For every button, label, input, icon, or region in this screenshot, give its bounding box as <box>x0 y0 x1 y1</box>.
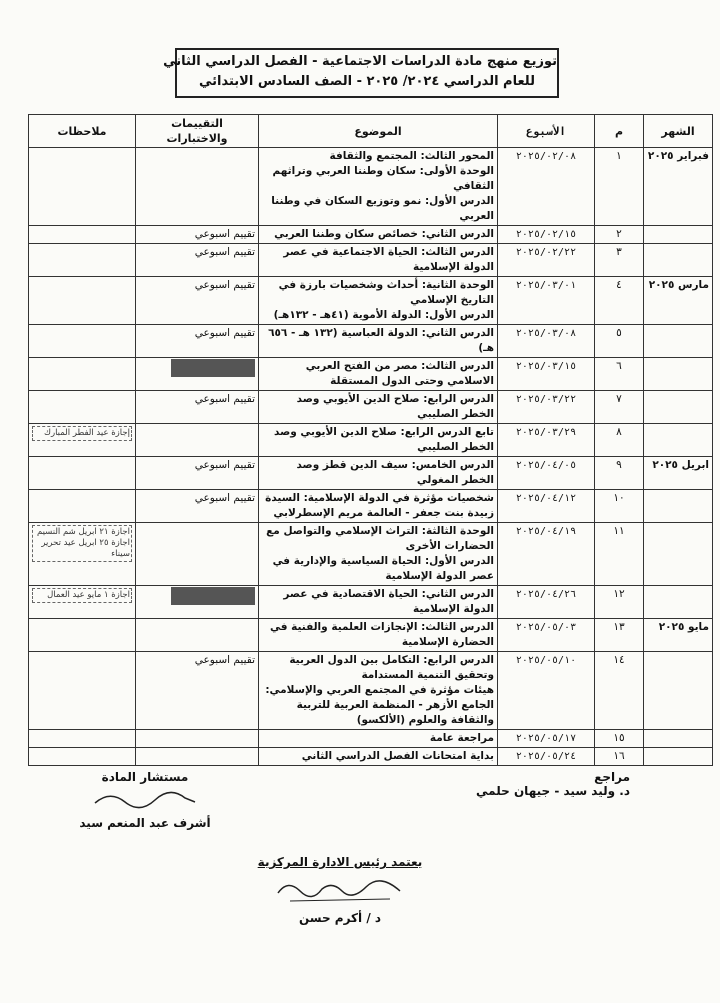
note-stamp: إجازة عيد الفطر المبارك <box>32 426 132 441</box>
row-topic: الدرس الثالث: الحياة الاجتماعية في عصر الدولة الإسلامية <box>259 244 498 277</box>
row-evaluation <box>136 148 259 226</box>
row-evaluation <box>136 730 259 748</box>
table-row <box>29 325 713 358</box>
approval-block <box>230 855 450 925</box>
row-notes <box>29 391 136 424</box>
row-number: ٨ <box>595 424 644 457</box>
advisor-name: أشرف عبد المنعم سيد <box>79 816 211 830</box>
approval-title: يعتمد رئيس الادارة المركزية <box>257 855 423 869</box>
row-topic: بداية امتحانات الفصل الدراسي الثاني <box>259 748 498 766</box>
table-row <box>29 424 713 457</box>
row-notes <box>29 358 136 391</box>
row-evaluation <box>136 586 259 619</box>
advisor-signature-scribble <box>90 788 200 812</box>
table-row <box>29 490 713 523</box>
row-month: مايو ٢٠٢٥ <box>644 619 713 652</box>
row-week: ٢٠٢٥/٠٣/٢٩ <box>498 424 595 457</box>
row-week: ٢٠٢٥/٠٤/١٢ <box>498 490 595 523</box>
row-evaluation: تقييم اسبوعي <box>136 490 259 523</box>
row-week: ٢٠٢٥/٠٥/٢٤ <box>498 748 595 766</box>
row-week: ٢٠٢٥/٠٢/١٥ <box>498 226 595 244</box>
row-notes <box>29 619 136 652</box>
row-month <box>644 523 713 586</box>
row-month <box>644 748 713 766</box>
row-month <box>644 325 713 358</box>
row-topic: الدرس الثاني: خصائص سكان وطننا العربي <box>259 226 498 244</box>
row-week: ٢٠٢٥/٠٣/٢٢ <box>498 391 595 424</box>
row-number: ٥ <box>595 325 644 358</box>
row-topic: المحور الثالث: المجتمع والثقافة الوحدة الأولى: سكان وطننا العربي وتراثهم الثقافي الدرس الأول: نمو وتوزيع السكان في وطننا العربي <box>259 148 498 226</box>
row-topic: الوحدة الثالثة: التراث الإسلامي والتواصل مع الحضارات الأخرى الدرس الأول: الحياة السياسية والإدارية في عصر الدولة الإسلامية <box>259 523 498 586</box>
row-evaluation <box>136 523 259 586</box>
row-week: ٢٠٢٥/٠٤/١٩ <box>498 523 595 586</box>
table-row <box>29 244 713 277</box>
row-notes <box>29 490 136 523</box>
reviewers-block <box>420 770 630 798</box>
col-evaluations: التقييمات والاختبارات <box>136 115 259 148</box>
row-notes <box>29 457 136 490</box>
row-notes <box>29 730 136 748</box>
title-line-2: للعام الدراسي ٢٠٢٤/ ٢٠٢٥ - الصف السادس الابتدائي <box>198 74 535 89</box>
row-notes <box>29 424 136 457</box>
row-week: ٢٠٢٥/٠٤/٠٥ <box>498 457 595 490</box>
row-week: ٢٠٢٥/٠٥/٠٣ <box>498 619 595 652</box>
row-number: ١٥ <box>595 730 644 748</box>
row-notes <box>29 244 136 277</box>
row-notes <box>29 523 136 586</box>
table-row <box>29 148 713 226</box>
advisor-title: مستشار المادة <box>101 770 189 784</box>
curriculum-table <box>28 114 713 766</box>
row-notes <box>29 652 136 730</box>
row-number: ١٢ <box>595 586 644 619</box>
table-row <box>29 619 713 652</box>
approval-signature-scribble <box>270 873 410 907</box>
note-stamp: اجازة ١ مايو عيد العمال <box>32 588 132 603</box>
row-number: ٤ <box>595 277 644 325</box>
row-month <box>644 244 713 277</box>
row-number: ٩ <box>595 457 644 490</box>
table-row <box>29 358 713 391</box>
row-evaluation <box>136 748 259 766</box>
row-week: ٢٠٢٥/٠٣/٠١ <box>498 277 595 325</box>
row-month <box>644 391 713 424</box>
row-number: ٢ <box>595 226 644 244</box>
table-row <box>29 523 713 586</box>
col-topic: الموضوع <box>259 115 498 148</box>
row-evaluation: تقييم اسبوعي <box>136 652 259 730</box>
table-row <box>29 652 713 730</box>
col-notes: ملاحظات <box>29 115 136 148</box>
row-week: ٢٠٢٥/٠٣/٠٨ <box>498 325 595 358</box>
table-row <box>29 748 713 766</box>
row-evaluation: تقييم اسبوعي <box>136 244 259 277</box>
row-number: ١٦ <box>595 748 644 766</box>
row-topic: تابع الدرس الرابع: صلاح الدين الأيوبي وصد الخطر الصليبي <box>259 424 498 457</box>
row-month <box>644 424 713 457</box>
row-number: ١٠ <box>595 490 644 523</box>
row-evaluation: تقييم اسبوعي <box>136 457 259 490</box>
approval-name: د / أكرم حسن <box>298 911 382 925</box>
row-evaluation <box>136 424 259 457</box>
table-row <box>29 391 713 424</box>
row-month <box>644 586 713 619</box>
row-topic: الدرس الرابع: التكامل بين الدول العربية وتحقيق التنمية المستدامة هيئات مؤثرة في المجتمع العربي والإسلامي: الجامع الأزهر - المنظمة العربية للتربية والثقافة والعلوم (الألكسو) <box>259 652 498 730</box>
row-topic: شخصيات مؤثرة في الدولة الإسلامية: السيدة زبيدة بنت جعفر - العالمة مريم الإسطرلابي <box>259 490 498 523</box>
col-number: م <box>595 115 644 148</box>
row-number: ١ <box>595 148 644 226</box>
row-notes <box>29 148 136 226</box>
row-evaluation: تقييم اسبوعي <box>136 277 259 325</box>
table-body <box>29 148 713 766</box>
row-week: ٢٠٢٥/٠٥/١٠ <box>498 652 595 730</box>
row-notes <box>29 586 136 619</box>
row-week: ٢٠٢٥/٠٤/٢٦ <box>498 586 595 619</box>
row-notes <box>29 277 136 325</box>
table-row <box>29 457 713 490</box>
row-topic: الدرس الثاني: الحياة الاقتصادية في عصر الدولة الإسلامية <box>259 586 498 619</box>
row-month: مارس ٢٠٢٥ <box>644 277 713 325</box>
row-number: ١١ <box>595 523 644 586</box>
redaction-block <box>171 359 255 377</box>
advisor-signature-block <box>60 770 230 830</box>
redaction-block <box>171 587 255 605</box>
row-topic: الدرس الخامس: سيف الدين قطز وصد الخطر المغولي <box>259 457 498 490</box>
row-week: ٢٠٢٥/٠٢/٠٨ <box>498 148 595 226</box>
row-number: ١٤ <box>595 652 644 730</box>
col-week: الأسبوع <box>498 115 595 148</box>
row-topic: الدرس الرابع: صلاح الدين الأيوبي وصد الخطر الصليبي <box>259 391 498 424</box>
row-evaluation: تقييم اسبوعي <box>136 226 259 244</box>
row-evaluation <box>136 358 259 391</box>
document-title-box <box>163 48 559 98</box>
row-month: ابريل ٢٠٢٥ <box>644 457 713 490</box>
table-row <box>29 730 713 748</box>
row-notes <box>29 748 136 766</box>
row-month <box>644 730 713 748</box>
row-topic: الدرس الثالث: الإنجازات العلمية والفنية في الحضارة الإسلامية <box>259 619 498 652</box>
row-number: ٧ <box>595 391 644 424</box>
note-stamp: اجازة ٢١ ابريل شم النسيم اجازة ٢٥ ابريل عيد تحرير سيناء <box>32 525 132 562</box>
row-number: ٦ <box>595 358 644 391</box>
row-topic: الدرس الثاني: الدولة العباسية (١٣٢ هـ - ٦٥٦ هـ) <box>259 325 498 358</box>
row-evaluation: تقييم اسبوعي <box>136 325 259 358</box>
table-row <box>29 277 713 325</box>
col-month: الشهر <box>644 115 713 148</box>
row-number: ٣ <box>595 244 644 277</box>
reviewers-title: مراجع <box>594 770 630 784</box>
row-month <box>644 358 713 391</box>
row-month <box>644 490 713 523</box>
row-number: ١٣ <box>595 619 644 652</box>
row-evaluation: تقييم اسبوعي <box>136 391 259 424</box>
row-notes <box>29 226 136 244</box>
row-week: ٢٠٢٥/٠٢/٢٢ <box>498 244 595 277</box>
row-topic: مراجعة عامة <box>259 730 498 748</box>
row-notes <box>29 325 136 358</box>
row-month: فبراير ٢٠٢٥ <box>644 148 713 226</box>
reviewers-names: د. وليد سيد - جيهان حلمي <box>476 784 630 798</box>
row-topic: الدرس الثالث: مصر من الفتح العربي الاسلامي وحتى الدول المستقلة <box>259 358 498 391</box>
row-evaluation <box>136 619 259 652</box>
row-month <box>644 226 713 244</box>
row-week: ٢٠٢٥/٠٣/١٥ <box>498 358 595 391</box>
table-row <box>29 586 713 619</box>
table-header-row <box>29 115 713 148</box>
row-month <box>644 652 713 730</box>
row-topic: الوحدة الثانية: أحداث وشخصيات بارزة في التاريخ الإسلامي الدرس الأول: الدولة الأموية (٤١هـ - ١٣٢هـ) <box>259 277 498 325</box>
row-week: ٢٠٢٥/٠٥/١٧ <box>498 730 595 748</box>
title-line-1: توزيع منهج مادة الدراسات الاجتماعية - الفصل الدراسي الثاني <box>163 54 557 69</box>
table-row <box>29 226 713 244</box>
